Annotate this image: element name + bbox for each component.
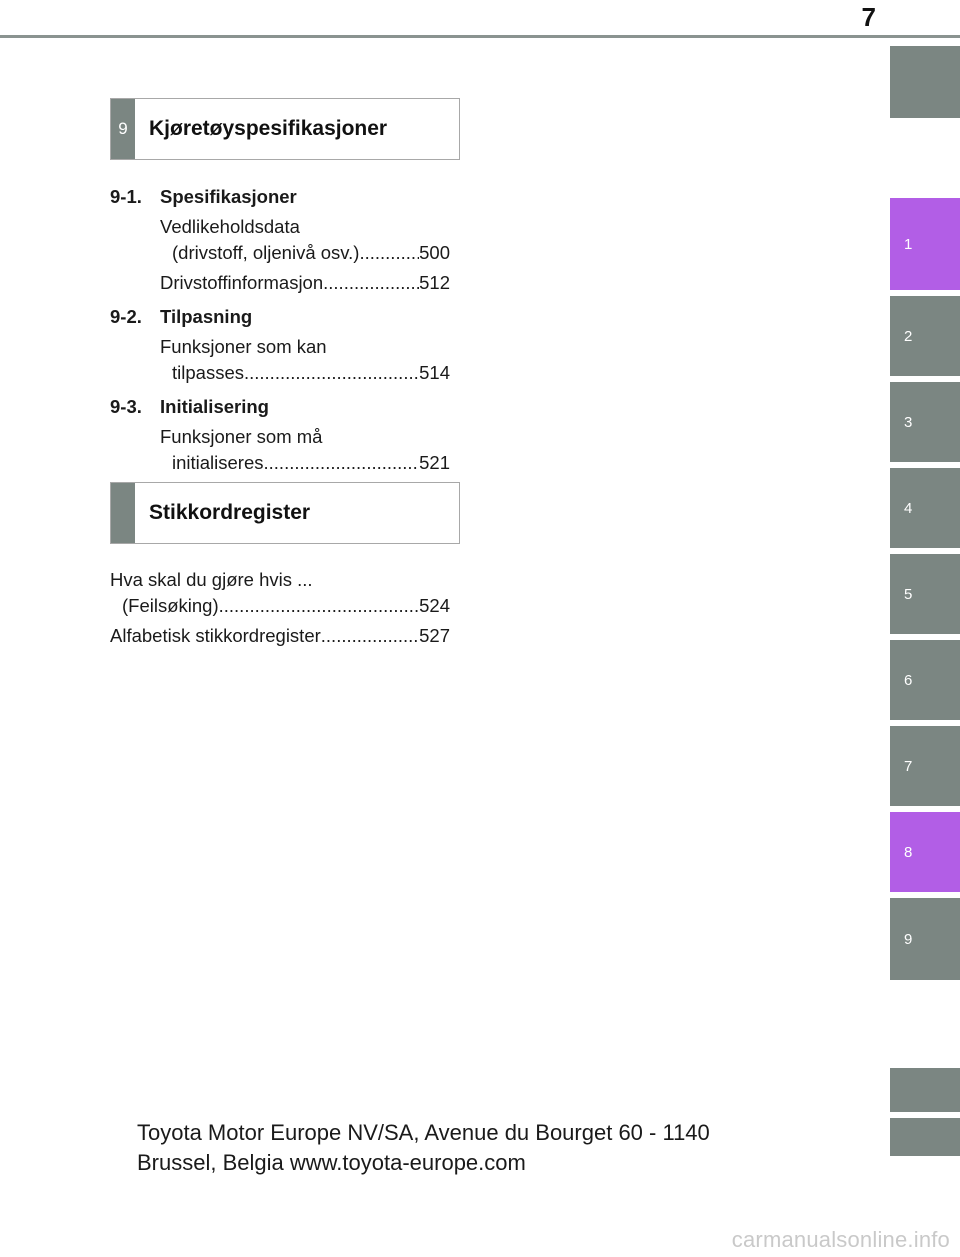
side-tab-2[interactable] (890, 296, 960, 376)
side-tab-3[interactable] (890, 382, 960, 462)
chapter-number: 9-1. (110, 186, 142, 207)
toc-entry[interactable] (110, 623, 450, 649)
footer-line1: Toyota Motor Europe NV/SA, Avenue du Bourget 60 - 1140 (137, 1120, 710, 1145)
section-header-index (110, 482, 460, 544)
side-tab-label: 4 (904, 499, 913, 517)
side-tab-5[interactable] (890, 554, 960, 634)
entry-leader (160, 450, 450, 476)
section-title: Kjøretøyspesifikasjoner (149, 117, 388, 140)
entry-page: 500 (419, 242, 450, 263)
side-tab-blank-bottom-1[interactable] (890, 1068, 960, 1112)
toc-entry[interactable] (110, 567, 450, 619)
watermark: carmanualsonline.info (731, 1227, 950, 1252)
side-tab-8[interactable] (890, 812, 960, 892)
entry-leader (110, 593, 450, 619)
chapter-title: Spesifikasjoner (160, 186, 297, 207)
entry-leader (160, 240, 450, 266)
side-tab-blank-bottom-2[interactable] (890, 1118, 960, 1156)
chapter-number: 9-2. (110, 306, 142, 327)
chapter-number: 9-3. (110, 396, 142, 417)
toc-chapter-9-1[interactable] (110, 184, 450, 210)
publisher-footer (137, 1118, 710, 1178)
leader-dots (359, 240, 419, 266)
side-tab-9[interactable] (890, 898, 960, 980)
chapter-title: Initialisering (160, 396, 269, 417)
entry-line1: Alfabetisk stikkordregister (110, 625, 321, 646)
entry-line1: Hva skal du gjøre hvis ... (110, 569, 313, 590)
side-tab-label: 9 (904, 930, 913, 948)
section-number: 9 (111, 99, 135, 159)
toc-entry[interactable] (110, 270, 450, 296)
chapter-title: Tilpasning (160, 306, 253, 327)
entry-line2: (Feilsøking) (122, 595, 219, 616)
footer-line2: Brussel, Belgia www.toyota-europe.com (137, 1150, 526, 1175)
side-tab-label: 5 (904, 585, 913, 603)
entry-line2: (drivstoff, oljenivå osv.) (172, 242, 360, 263)
leader-dots (321, 623, 419, 649)
side-tab-1[interactable] (890, 198, 960, 290)
toc-chapter-9-2[interactable] (110, 304, 450, 330)
entry-line2: tilpasses (172, 362, 244, 383)
toc-chapter-9-3[interactable] (110, 394, 450, 420)
side-tab-blank-top[interactable] (890, 46, 960, 118)
entry-page: 514 (419, 362, 450, 383)
section-title: Stikkordregister (149, 501, 311, 524)
entry-leader (160, 360, 450, 386)
entry-line1: Vedlikeholdsdata (160, 216, 300, 237)
entry-line1: Drivstoffinformasjon (160, 272, 324, 293)
toc-entry[interactable] (110, 424, 450, 476)
side-tab-label: 7 (904, 757, 913, 775)
entry-page: 512 (419, 272, 450, 293)
toc-entry[interactable] (110, 334, 450, 386)
toc-entry[interactable] (110, 214, 450, 266)
leader-dots (264, 450, 420, 476)
entry-line1: Funksjoner som må (160, 426, 323, 447)
entry-page: 527 (419, 625, 450, 646)
side-tab-4[interactable] (890, 468, 960, 548)
side-tab-label: 2 (904, 327, 913, 345)
side-tab-6[interactable] (890, 640, 960, 720)
side-tab-7[interactable] (890, 726, 960, 806)
leader-dots (323, 270, 419, 296)
toc-section-9 (110, 184, 450, 476)
entry-leader (110, 623, 450, 649)
entry-page: 524 (419, 595, 450, 616)
side-tab-label: 6 (904, 671, 913, 689)
entry-line2: initialiseres (172, 452, 264, 473)
entry-leader (160, 270, 450, 296)
header-rule (0, 35, 960, 38)
entry-page: 521 (419, 452, 450, 473)
section-bar (111, 483, 135, 543)
toc-index (110, 567, 450, 649)
leader-dots (244, 360, 419, 386)
side-tab-label: 3 (904, 413, 913, 431)
side-tab-label: 1 (904, 235, 913, 253)
page-number: 7 (861, 2, 876, 32)
leader-dots (219, 593, 420, 619)
side-tab-label: 8 (904, 843, 913, 861)
section-header-9 (110, 98, 460, 160)
entry-line1: Funksjoner som kan (160, 336, 327, 357)
